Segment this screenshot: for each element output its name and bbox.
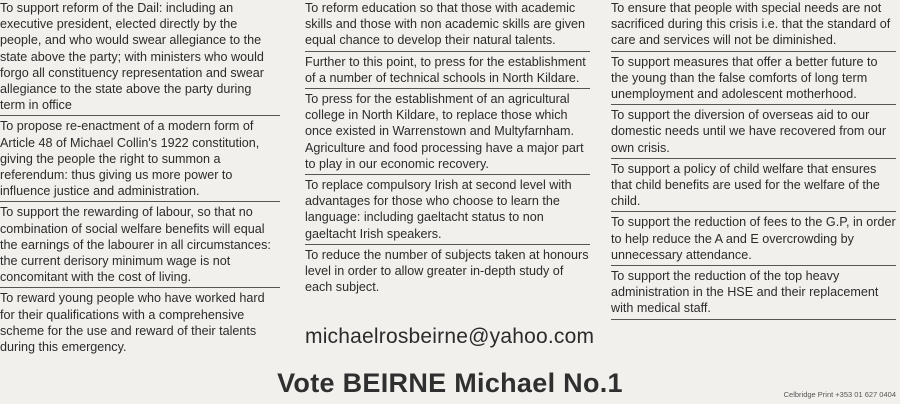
- policy-item: To support reform of the Dail: including an executive president, elected directly by the people, and who would swear allegiance to the state above the party; with ministers who would forgo all constituency representation and swear allegiance to the state above the party during term in office: [0, 0, 280, 116]
- printer-credit: Celbridge Print +353 01 627 0404: [783, 390, 896, 399]
- policy-item: To support a policy of child welfare that ensures that child benefits are used for the welfare of the child.: [611, 159, 896, 213]
- policy-item: To ensure that people with special needs are not sacrificed during this crisis i.e. that the standard of care and services will not be diminished.: [611, 0, 896, 52]
- policy-item: To reform education so that those with academic skills and those with non academic skills are given equal chance to develop their natural talents.: [305, 0, 590, 52]
- policy-item: To support the reduction of the top heavy administration in the HSE and their replacement with medical staff.: [611, 266, 896, 320]
- policy-item: To press for the establishment of an agricultural college in North Kildare, to replace those which once existed in Warrenstown and Multyfarnham. Agriculture and food processing have a major part to play in our economic recovery.: [305, 89, 590, 175]
- policy-column-3: [611, 0, 896, 320]
- contact-email[interactable]: michaelrosbeirne@yahoo.com: [305, 325, 595, 349]
- policy-item: To replace compulsory Irish at second level with advantages for those who choose to learn the language: including gaeltacht status to non gaeltacht Irish speakers.: [305, 175, 590, 245]
- policy-item: To propose re-enactment of a modern form of Article 48 of Michael Collin's 1922 constitution, giving the people the right to summon a referendum: thus giving us more power to influence justice and administration.: [0, 116, 280, 202]
- policy-item: To reward young people who have worked hard for their qualifications with a comprehensive scheme for the use and reward of their talents during this emergency.: [0, 291, 265, 355]
- policy-item: To support measures that offer a better future to the young than the false comforts of long term unemployment and adolescent motherhood.: [611, 52, 896, 106]
- policy-item: To support the reduction of fees to the G.P, in order to help reduce the A and E overcrowding by unnecessary attendance.: [611, 212, 896, 266]
- policy-column-2: [305, 0, 595, 349]
- policy-item: To support the rewarding of labour, so that no combination of social welfare benefits will equal the earnings of the labourer in all circumstances: the current derisory minimum wage is not concomitant with the cost of living.: [0, 202, 280, 288]
- policy-item: To reduce the number of subjects taken at honours level in order to allow greater in-depth study of each subject.: [305, 247, 589, 295]
- policy-item: Further to this point, to press for the establishment of a number of technical schools in North Kildare.: [305, 52, 590, 89]
- policy-column-1: [0, 0, 280, 357]
- vote-slogan: Vote BEIRNE Michael No.1: [277, 368, 623, 398]
- policy-item: To support the diversion of overseas aid to our domestic needs until we have recovered from our own crisis.: [611, 105, 896, 159]
